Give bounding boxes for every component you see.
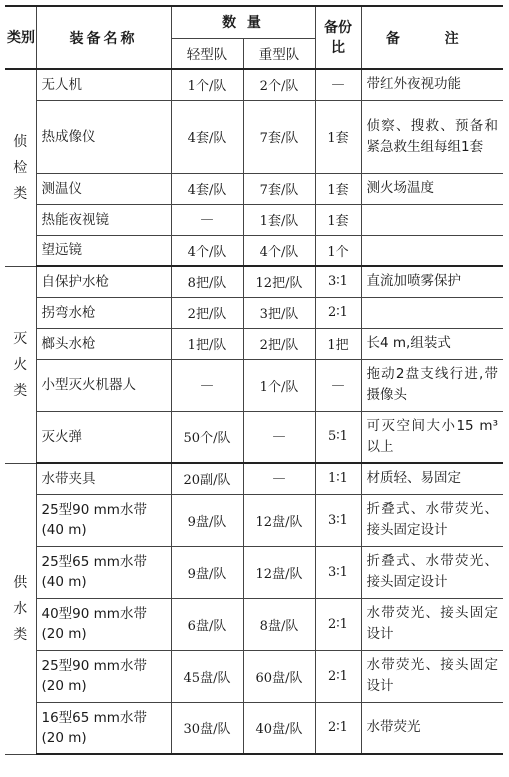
heavy-team-quantity: 40盘/队 xyxy=(243,702,315,754)
backup-ratio: — xyxy=(315,69,361,100)
table-row xyxy=(5,650,503,702)
remarks xyxy=(361,204,503,235)
heavy-team-quantity: 2个/队 xyxy=(243,69,315,100)
remarks: 侦察、搜救、预备和紧急救生组每组1套 xyxy=(361,100,503,173)
table-header xyxy=(5,6,503,69)
backup-ratio: 2∶1 xyxy=(315,297,361,328)
backup-ratio: 1∶1 xyxy=(315,463,361,494)
heavy-team-quantity: 7套/队 xyxy=(243,173,315,204)
equipment-name: 25型65 mm水带(40 m) xyxy=(36,546,171,598)
heavy-team-quantity: 3把/队 xyxy=(243,297,315,328)
equipment-name: 40型90 mm水带(20 m) xyxy=(36,598,171,650)
remarks: 带红外夜视功能 xyxy=(361,69,503,100)
header-backup-ratio: 备份比 xyxy=(315,6,361,69)
heavy-team-quantity: 2把/队 xyxy=(243,328,315,359)
remarks: 材质轻、易固定 xyxy=(361,463,503,494)
category-cell xyxy=(5,266,36,463)
category-label: 供水类 xyxy=(13,574,28,643)
table-row xyxy=(5,204,503,235)
light-team-quantity: 4个/队 xyxy=(171,235,243,266)
table-row xyxy=(5,546,503,598)
table-row xyxy=(5,328,503,359)
equipment-name: 25型90 mm水带(40 m) xyxy=(36,494,171,546)
remarks: 直流加喷雾保护 xyxy=(361,266,503,297)
header-quantity: 数 量 xyxy=(171,6,315,38)
table-row xyxy=(5,173,503,204)
backup-ratio: 3∶1 xyxy=(315,266,361,297)
remarks xyxy=(361,235,503,266)
equipment-name: 热能夜视镜 xyxy=(36,204,171,235)
equipment-table xyxy=(5,5,503,755)
backup-ratio: — xyxy=(315,359,361,411)
header-name: 装备名称 xyxy=(36,6,171,69)
light-team-quantity: 50个/队 xyxy=(171,411,243,463)
light-team-quantity: — xyxy=(171,359,243,411)
table-row xyxy=(5,598,503,650)
light-team-quantity: 9盘/队 xyxy=(171,494,243,546)
table-row xyxy=(5,235,503,266)
remarks: 折叠式、水带荧光、接头固定设计 xyxy=(361,546,503,598)
equipment-name: 水带夹具 xyxy=(36,463,171,494)
light-team-quantity: 8把/队 xyxy=(171,266,243,297)
header-heavy-team: 重型队 xyxy=(243,38,315,69)
heavy-team-quantity: 12盘/队 xyxy=(243,494,315,546)
backup-ratio: 2∶1 xyxy=(315,598,361,650)
table-row xyxy=(5,463,503,494)
table-row xyxy=(5,359,503,411)
table-row xyxy=(5,69,503,100)
table-row xyxy=(5,702,503,754)
table-row xyxy=(5,266,503,297)
category-label: 侦检类 xyxy=(13,133,28,202)
remarks: 折叠式、水带荧光、接头固定设计 xyxy=(361,494,503,546)
backup-ratio: 1套 xyxy=(315,204,361,235)
equipment-name: 热成像仪 xyxy=(36,100,171,173)
heavy-team-quantity: 60盘/队 xyxy=(243,650,315,702)
remarks: 测火场温度 xyxy=(361,173,503,204)
table-row xyxy=(5,494,503,546)
light-team-quantity: 4套/队 xyxy=(171,173,243,204)
equipment-name: 小型灭火机器人 xyxy=(36,359,171,411)
equipment-name: 自保护水枪 xyxy=(36,266,171,297)
equipment-name: 测温仪 xyxy=(36,173,171,204)
backup-ratio: 2∶1 xyxy=(315,702,361,754)
remarks: 水带荧光、接头固定设计 xyxy=(361,650,503,702)
heavy-team-quantity: — xyxy=(243,463,315,494)
remarks: 拖动2盘支线行进,带摄像头 xyxy=(361,359,503,411)
backup-ratio: 3∶1 xyxy=(315,494,361,546)
remarks: 水带荧光、接头固定设计 xyxy=(361,598,503,650)
light-team-quantity: 20副/队 xyxy=(171,463,243,494)
light-team-quantity: 4套/队 xyxy=(171,100,243,173)
remarks xyxy=(361,297,503,328)
equipment-name: 无人机 xyxy=(36,69,171,100)
equipment-name: 望远镜 xyxy=(36,235,171,266)
heavy-team-quantity: 4个/队 xyxy=(243,235,315,266)
remarks: 长4 m,组装式 xyxy=(361,328,503,359)
backup-ratio: 1个 xyxy=(315,235,361,266)
light-team-quantity: 30盘/队 xyxy=(171,702,243,754)
light-team-quantity: — xyxy=(171,204,243,235)
table-row xyxy=(5,297,503,328)
table-body xyxy=(5,69,503,754)
heavy-team-quantity: — xyxy=(243,411,315,463)
heavy-team-quantity: 8盘/队 xyxy=(243,598,315,650)
heavy-team-quantity: 12盘/队 xyxy=(243,546,315,598)
heavy-team-quantity: 1个/队 xyxy=(243,359,315,411)
header-light-team: 轻型队 xyxy=(171,38,243,69)
backup-ratio: 5∶1 xyxy=(315,411,361,463)
equipment-name: 灭火弹 xyxy=(36,411,171,463)
remarks: 水带荧光 xyxy=(361,702,503,754)
header-category: 类别 xyxy=(5,6,36,69)
light-team-quantity: 45盘/队 xyxy=(171,650,243,702)
category-cell xyxy=(5,69,36,266)
remarks: 可灭空间大小15 m³以上 xyxy=(361,411,503,463)
equipment-name: 25型90 mm水带(20 m) xyxy=(36,650,171,702)
category-label: 灭火类 xyxy=(13,330,28,399)
table-row xyxy=(5,100,503,173)
category-cell xyxy=(5,463,36,754)
equipment-name: 拐弯水枪 xyxy=(36,297,171,328)
table-row xyxy=(5,411,503,463)
backup-ratio: 1套 xyxy=(315,100,361,173)
equipment-name: 榔头水枪 xyxy=(36,328,171,359)
heavy-team-quantity: 7套/队 xyxy=(243,100,315,173)
light-team-quantity: 2把/队 xyxy=(171,297,243,328)
header-remarks: 备 注 xyxy=(361,6,503,69)
backup-ratio: 2∶1 xyxy=(315,650,361,702)
heavy-team-quantity: 1套/队 xyxy=(243,204,315,235)
backup-ratio: 3∶1 xyxy=(315,546,361,598)
backup-ratio: 1把 xyxy=(315,328,361,359)
light-team-quantity: 1个/队 xyxy=(171,69,243,100)
light-team-quantity: 1把/队 xyxy=(171,328,243,359)
light-team-quantity: 9盘/队 xyxy=(171,546,243,598)
backup-ratio: 1套 xyxy=(315,173,361,204)
equipment-name: 16型65 mm水带(20 m) xyxy=(36,702,171,754)
light-team-quantity: 6盘/队 xyxy=(171,598,243,650)
heavy-team-quantity: 12把/队 xyxy=(243,266,315,297)
